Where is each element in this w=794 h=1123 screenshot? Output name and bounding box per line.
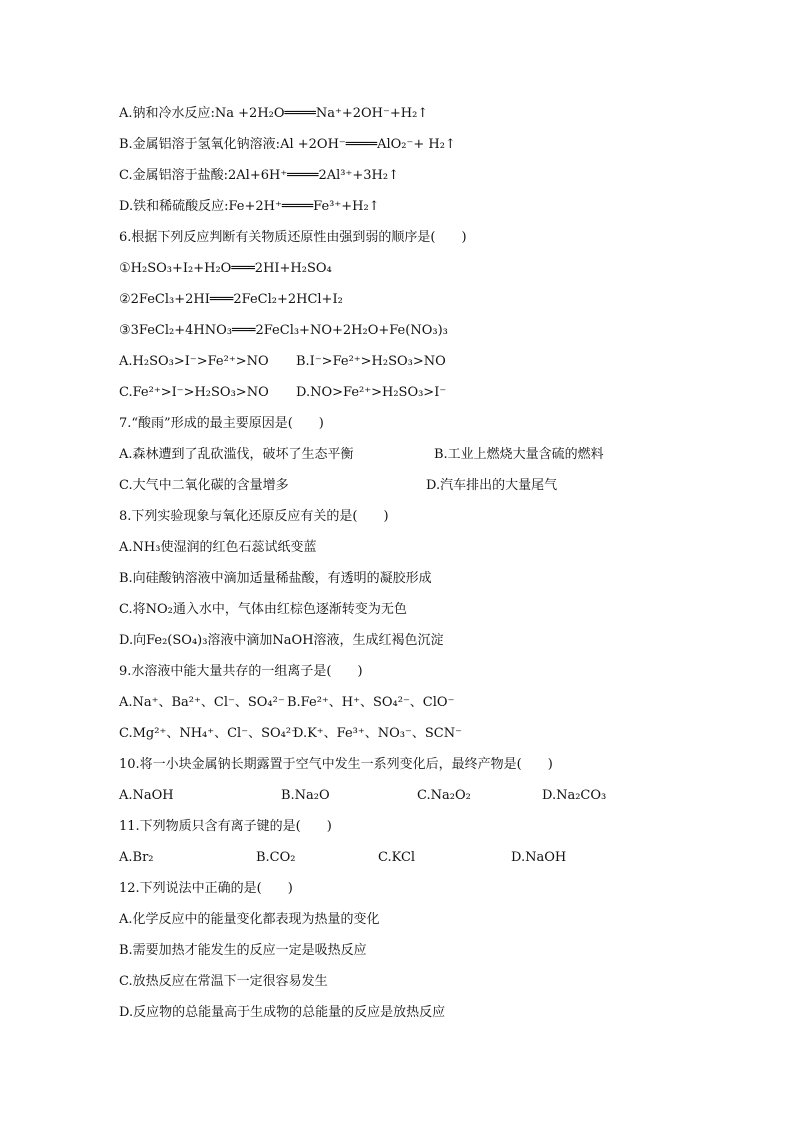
- q6-option-c: C.Fe²⁺>I⁻>H₂SO₃>NO: [119, 385, 269, 400]
- q6-stem: 6.根据下列反应判断有关物质还原性由强到弱的顺序是( ): [119, 230, 467, 245]
- q8-option-a: A.NH₃使湿润的红色石蕊试纸变蓝: [119, 540, 317, 555]
- q8-option-b: B.向硅酸钠溶液中滴加适量稀盐酸，有透明的凝胶形成: [119, 571, 432, 586]
- q10-stem: 10.将一小块金属钠长期露置于空气中发生一系列变化后，最终产物是( ): [119, 757, 553, 772]
- q12-option-b: B.需要加热才能发生的反应一定是吸热反应: [119, 943, 367, 958]
- q10-option-c: C.Na₂O₂: [417, 788, 471, 803]
- q11-stem: 11.下列物质只含有离子键的是( ): [119, 819, 332, 834]
- q5-option-a-label: A.钠和冷水反应:: [119, 106, 215, 121]
- q10-option-d: D.Na₂CO₃: [542, 788, 607, 803]
- q5-option-c-label: C.金属铝溶于盐酸:: [119, 168, 228, 183]
- q6-option-a: A.H₂SO₃>I⁻>Fe²⁺>NO: [119, 354, 269, 369]
- q5-option-b-label: B.金属铝溶于氢氧化钠溶液:: [119, 137, 281, 152]
- q7-option-d: D.汽车排出的大量尾气: [426, 478, 558, 493]
- q5-option-b: [119, 135, 456, 155]
- q5-option-a-equation: Na +2H₂O════Na⁺+2OH⁻+H₂↑: [214, 106, 429, 121]
- q7-option-a: A.森林遭到了乱砍滥伐，破坏了生态平衡: [119, 447, 354, 462]
- q8-option-d: D.向Fe₂(SO₄)₃溶液中滴加NaOH溶液，生成红褐色沉淀: [119, 633, 444, 648]
- q5-option-c-equation: 2Al+6H⁺════2Al³⁺+3H₂↑: [228, 168, 399, 183]
- q7-option-b: B.工业上燃烧大量含硫的燃料: [434, 447, 604, 462]
- q9-option-d: D.K⁺、Fe³⁺、NO₃⁻、SCN⁻: [293, 726, 462, 741]
- q12-option-d: D.反应物的总能量高于生成物的总能量的反应是放热反应: [119, 1005, 446, 1020]
- q9-option-c: C.Mg²⁺、NH₄⁺、Cl⁻、SO₄²⁻: [119, 726, 298, 741]
- q9-stem: 9.水溶液中能大量共存的一组离子是( ): [119, 664, 363, 679]
- q6-reaction-2: ②2FeCl₃+2HI═══2FeCl₂+2HCl+I₂: [119, 292, 343, 307]
- q5-option-c: [119, 166, 399, 186]
- q6-reaction-1: ①H₂SO₃+I₂+H₂O═══2HI+H₂SO₄: [119, 261, 332, 276]
- q7-stem: 7.“酸雨”形成的最主要原因是( ): [119, 416, 324, 431]
- q7-option-c: C.大气中二氧化碳的含量增多: [119, 478, 289, 493]
- q5-option-b-equation: Al +2OH⁻════AlO₂⁻+ H₂↑: [280, 137, 456, 152]
- q12-option-a: A.化学反应中的能量变化都表现为热量的变化: [119, 912, 380, 927]
- q6-reaction-3: ③3FeCl₂+4HNO₃═══2FeCl₃+NO+2H₂O+Fe(NO₃)₃: [119, 323, 448, 338]
- q5-option-d-equation: Fe+2H⁺════Fe³⁺+H₂↑: [228, 199, 380, 214]
- q11-option-a: A.Br₂: [119, 850, 154, 865]
- q12-option-c: C.放热反应在常温下一定很容易发生: [119, 974, 328, 989]
- q8-stem: 8.下列实验现象与氧化还原反应有关的是( ): [119, 509, 389, 524]
- q5-option-d-label: D.铁和稀硫酸反应:: [119, 199, 229, 214]
- q11-option-d: D.NaOH: [511, 850, 567, 865]
- q9-option-b: B.Fe²⁺、H⁺、SO₄²⁻、ClO⁻: [287, 695, 455, 710]
- q12-stem: 12.下列说法中正确的是( ): [119, 881, 293, 896]
- q9-option-a: A.Na⁺、Ba²⁺、Cl⁻、SO₄²⁻: [119, 695, 285, 710]
- q11-option-c: C.KCl: [378, 850, 416, 865]
- q5-option-a: [119, 104, 428, 124]
- q10-option-a: A.NaOH: [119, 788, 174, 803]
- q5-option-d: [119, 197, 380, 217]
- q6-option-d: D.NO>Fe²⁺>H₂SO₃>I⁻: [296, 385, 447, 400]
- q6-option-b: B.I⁻>Fe²⁺>H₂SO₃>NO: [296, 354, 446, 369]
- q11-option-b: B.CO₂: [256, 850, 296, 865]
- q8-option-c: C.将NO₂通入水中，气体由红棕色逐渐转变为无色: [119, 602, 407, 617]
- q10-option-b: B.Na₂O: [281, 788, 330, 803]
